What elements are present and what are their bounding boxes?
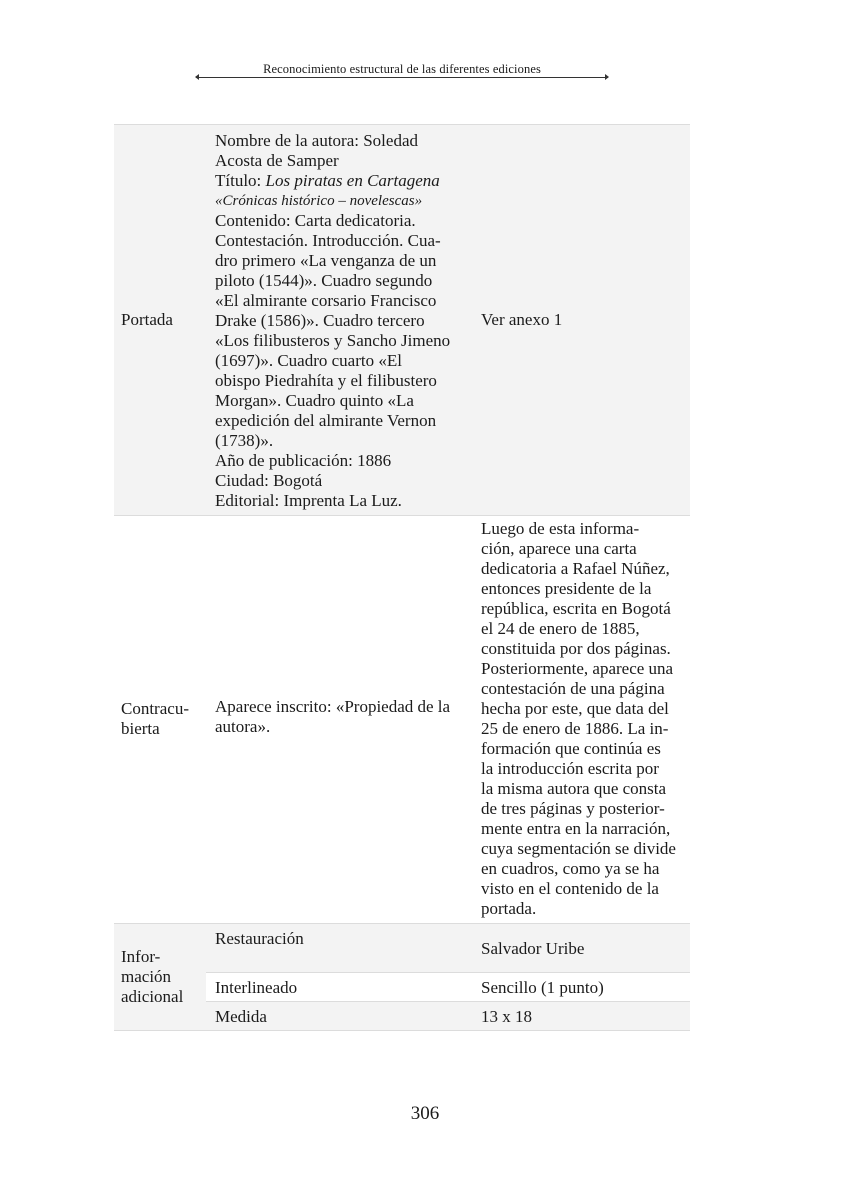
row-contracubierta-label-cell <box>121 515 209 923</box>
page-number: 306 <box>410 1103 440 1124</box>
row-info-label: Infor- mación adicional <box>121 947 184 1006</box>
row-portada-label-cell <box>121 124 209 515</box>
row-portada-label: Portada <box>121 309 173 329</box>
portada-subtitle: «Crónicas histórico – novelescas» <box>215 193 423 209</box>
row-contracubierta-note-cell <box>481 519 690 919</box>
info-item-medida-key: Medida <box>215 1007 267 1026</box>
row-contracubierta-note: Luego de esta informa- ción, aparece una carta dedicatoria a Rafael Núñez, entonces presidente de la república, escrita en Bogotá el 24 de enero de 1885, constituida por dos páginas. Posteriormente, aparece una contestación de una página hecha por este, que data del 25 de enero de 1886. La in- formación que continúa es la introducción escrita por la misma autora que consta de tres páginas y posterior- mente entra en la narración, cuya segmentación se divide en cuadros, como ya se ha visto en el contenido de la portada. <box>481 519 676 918</box>
portada-title: Título: Los piratas en Cartagena <box>215 171 440 190</box>
row-info-label-cell <box>121 923 209 1031</box>
row-portada-note-cell <box>481 124 686 515</box>
portada-author: Nombre de la autora: Soledad Acosta de Samper <box>215 131 418 170</box>
row-portada-note: Ver anexo 1 <box>481 309 563 329</box>
info-item-restauracion-key: Restauración <box>215 929 304 948</box>
row-portada-content-cell <box>215 131 473 511</box>
info-item-medida-value: 13 x 18 <box>481 1007 532 1026</box>
portada-contents: Contenido: Carta dedicatoria. Contestación. Introducción. Cua- dro primero «La venganza de un piloto (1544)». Cuadro segundo «El almirante corsario Francisco Drake (1586)». Cuadro tercero «Los filibusteros y Sancho Jimeno (1697)». Cuadro cuarto «El obispo Piedrahíta y el filibustero Morgan». Cuadro quinto «La expedición del almirante Vernon (1738)». Año de publicación: 1886 Ciudad: Bogotá Editorial: Imprenta La Luz. <box>215 211 451 510</box>
header-rule-left-arrow-icon <box>195 74 199 80</box>
header-rule <box>196 77 608 78</box>
info-item-restauracion-value: Salvador Uribe <box>481 939 585 958</box>
row-contracubierta-label: Contracu- bierta <box>121 699 189 738</box>
info-item-interlineado-value: Sencillo (1 punto) <box>481 978 604 997</box>
running-header: Reconocimiento estructural de las diferentes ediciones <box>263 62 541 76</box>
portada-title-italic: Los piratas en Cartagena <box>265 171 440 190</box>
header-rule-right-arrow-icon <box>605 74 609 80</box>
row-contracubierta-content: Aparece inscrito: «Propiedad de la autora». <box>215 697 451 736</box>
row-contracubierta-content-cell <box>215 515 475 919</box>
info-item-interlineado-key: Interlineado <box>215 978 298 997</box>
